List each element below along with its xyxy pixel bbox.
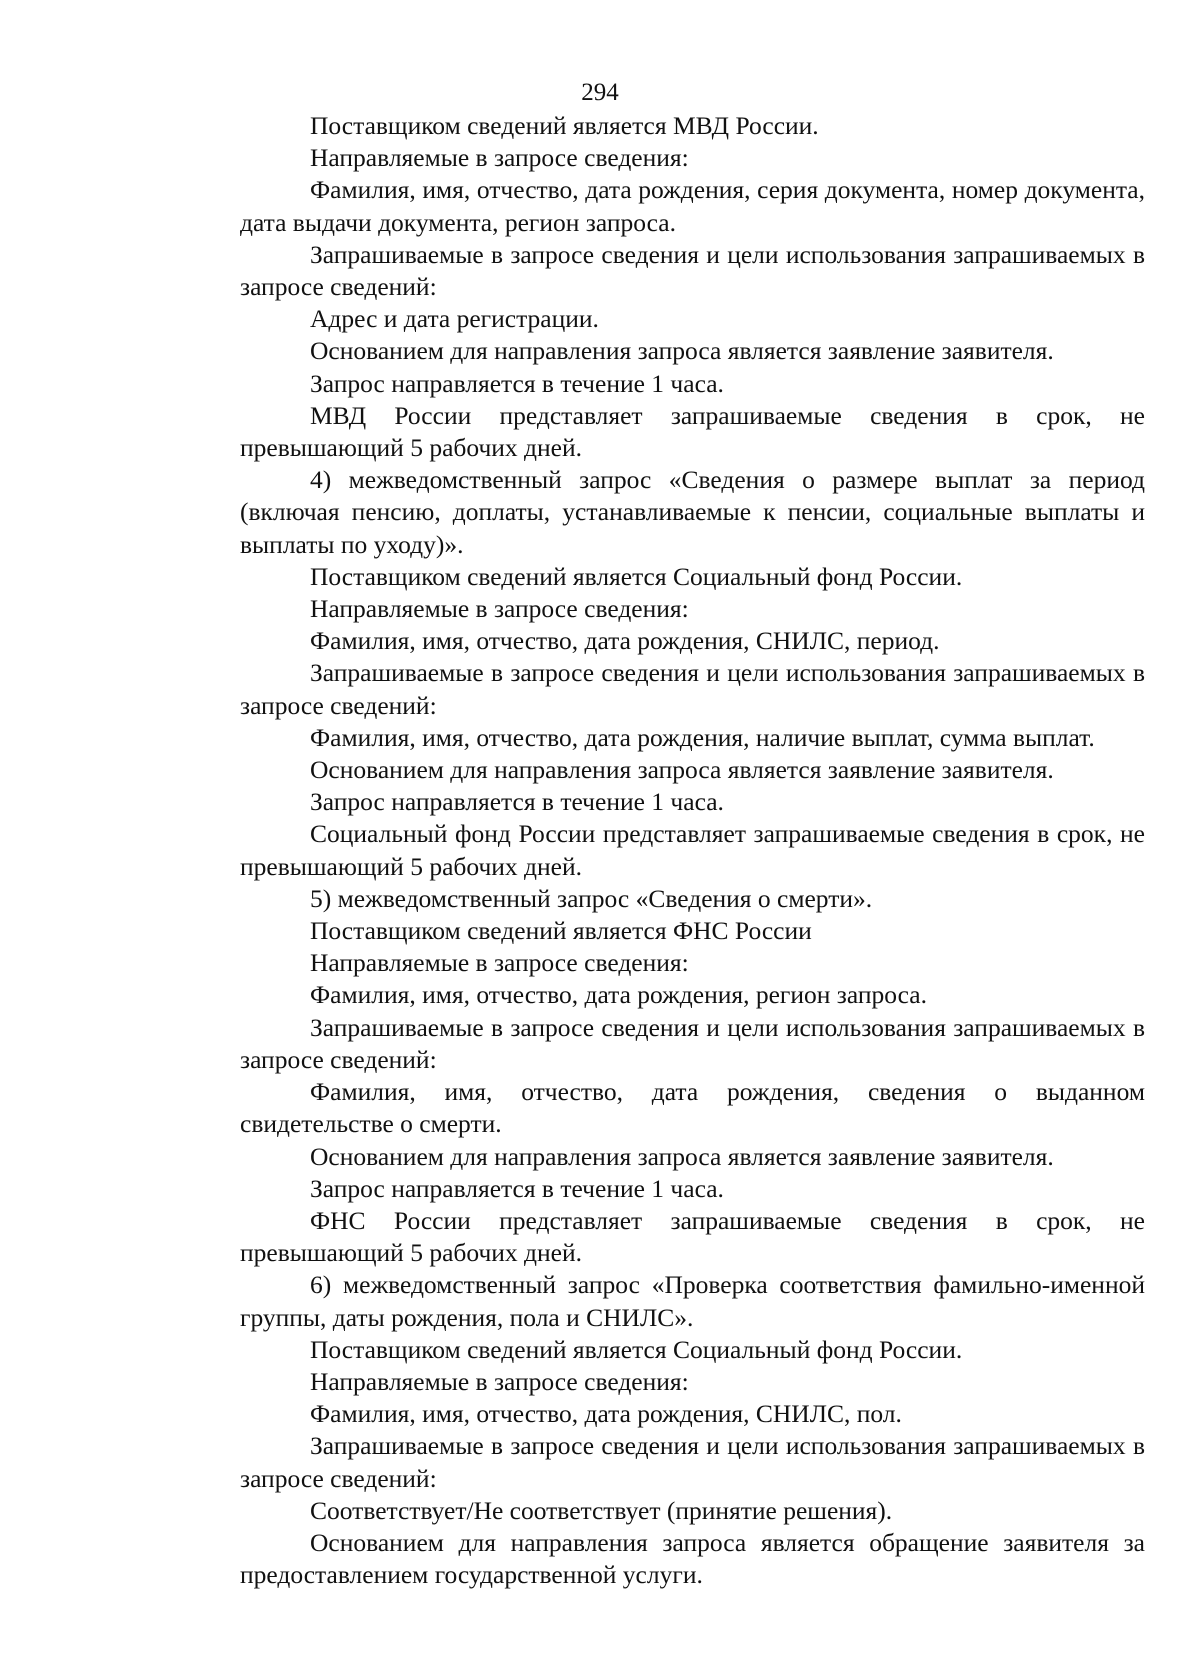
paragraph: Поставщиком сведений является Социальный фонд России. — [310, 561, 963, 591]
paragraph: Запрос направляется в течение 1 часа. — [310, 368, 724, 398]
paragraph: Фамилия, имя, отчество, дата рождения, СНИЛС, пол. — [310, 1399, 902, 1429]
paragraph: 4) межведомственный запрос «Сведения о размере выплат за период (включая пенсию, доплаты, устанавливаемые к пенсии, социальные выплаты и выплаты по уходу)». — [240, 465, 1145, 559]
paragraph: Основанием для направления запроса является заявление заявителя. — [310, 336, 1054, 366]
paragraph: Поставщиком сведений является Социальный фонд России. — [310, 1334, 963, 1364]
paragraph: Основанием для направления запроса является заявление заявителя. — [310, 1141, 1054, 1171]
paragraph: Запрос направляется в течение 1 часа. — [310, 1173, 724, 1203]
paragraph: Направляемые в запросе сведения: — [310, 948, 689, 978]
paragraph: Адрес и дата регистрации. — [310, 304, 599, 334]
paragraph: ФНС России представляет запрашиваемые сведения в срок, не превышающий 5 рабочих дней. — [240, 1205, 1145, 1268]
paragraph: 6) межведомственный запрос «Проверка соответствия фамильно-именной группы, даты рождения, пола и СНИЛС». — [240, 1270, 1145, 1332]
paragraph: Соответствует/Не соответствует (принятие решения). — [310, 1495, 893, 1525]
paragraph: Фамилия, имя, отчество, дата рождения, сведения о выданном свидетельстве о смерти. — [240, 1077, 1145, 1139]
paragraph: Направляемые в запросе сведения: — [310, 594, 689, 624]
paragraph: Запрашиваемые в запросе сведения и цели использования запрашиваемых в запросе сведений: — [240, 239, 1145, 302]
paragraph: Направляемые в запросе сведения: — [310, 143, 689, 173]
paragraph: Запрашиваемые в запросе сведения и цели использования запрашиваемых в запросе сведений: — [240, 658, 1145, 720]
document-body — [240, 110, 1145, 1591]
page-number: 294 — [581, 79, 619, 106]
paragraph: Фамилия, имя, отчество, дата рождения, СНИЛС, период. — [310, 626, 940, 656]
paragraph: Запрос направляется в течение 1 часа. — [310, 787, 724, 817]
paragraph: 5) межведомственный запрос «Сведения о смерти». — [310, 883, 873, 913]
paragraph: Поставщиком сведений является МВД России. — [310, 111, 819, 140]
paragraph: Основанием для направления запроса является заявление заявителя. — [310, 755, 1054, 785]
paragraph: МВД России представляет запрашиваемые сведения в срок, не превышающий 5 рабочих дней. — [240, 400, 1145, 463]
paragraph: Запрашиваемые в запросе сведения и цели использования запрашиваемых в запросе сведений: — [240, 1012, 1145, 1074]
paragraph: Социальный фонд России представляет запрашиваемые сведения в срок, не превышающий 5 рабочих дней. — [240, 819, 1145, 881]
paragraph: Запрашиваемые в запросе сведения и цели использования запрашиваемых в запросе сведений: — [240, 1431, 1145, 1493]
paragraph: Направляемые в запросе сведения: — [310, 1366, 689, 1396]
paragraph: Фамилия, имя, отчество, дата рождения, серия документа, номер документа, дата выдачи документа, регион запроса. — [240, 175, 1145, 237]
paragraph: Основанием для направления запроса является обращение заявителя за предоставлением государственной услуги. — [240, 1527, 1145, 1590]
paragraph: Фамилия, имя, отчество, дата рождения, регион запроса. — [310, 980, 927, 1010]
paragraph: Поставщиком сведений является ФНС России — [310, 916, 812, 946]
paragraph: Фамилия, имя, отчество, дата рождения, наличие выплат, сумма выплат. — [310, 722, 1095, 752]
